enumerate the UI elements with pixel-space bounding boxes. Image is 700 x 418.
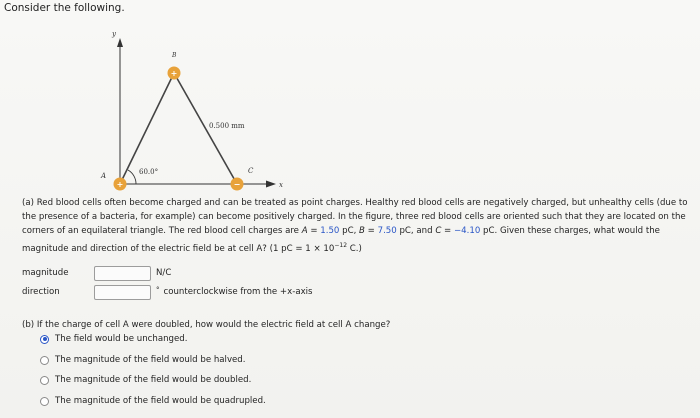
option-label: The magnitude of the field would be doubled.	[55, 375, 252, 385]
option-label: The magnitude of the field would be halved.	[55, 355, 246, 365]
angle-label: 60.0°	[139, 168, 159, 176]
charge-a-unit: pC,	[339, 225, 360, 236]
charge-a-eq: A =	[301, 225, 321, 236]
radio-icon[interactable]	[40, 356, 49, 365]
degree-symbol: °	[156, 286, 160, 294]
x-axis-arrow-icon	[266, 181, 276, 188]
option-doubled[interactable]	[40, 373, 251, 387]
direction-input[interactable]	[94, 285, 151, 300]
option-label: The magnitude of the field would be quadrupled.	[55, 396, 266, 406]
direction-label: direction	[22, 287, 60, 297]
label-a: A	[101, 172, 107, 180]
magnitude-unit: N/C	[156, 268, 172, 278]
option-halved[interactable]	[40, 353, 246, 367]
radio-icon[interactable]	[40, 397, 49, 406]
part-a-body: (a) Red blood cells often become charged and can be treated as point charges. Healthy red blood cells are negatively charged, but unhealthy cells (due to the presence of a bacteria, for example) can become positively charged. In the figure, three red blood cells are oriented such that they are located on the corners of an equilateral triangle. The red blood cell charges are	[22, 198, 688, 236]
charge-c-sign: −	[233, 180, 241, 189]
exponent: −12	[334, 241, 348, 249]
radio-selected-icon[interactable]	[40, 335, 49, 344]
charge-b-value: 7.50	[377, 225, 397, 236]
option-unchanged[interactable]	[40, 332, 187, 346]
charge-c-value: −4.10	[453, 225, 481, 236]
charge-triangle-figure	[92, 28, 292, 200]
charge-b-eq: B =	[359, 225, 378, 236]
angle-arc	[128, 170, 136, 184]
magnitude-row	[22, 265, 171, 281]
charge-a-sign: +	[116, 180, 124, 189]
charge-c-eq: C =	[435, 225, 454, 236]
charge-a-value: 1.50	[320, 225, 340, 236]
radio-icon[interactable]	[40, 376, 49, 385]
x-axis-label: x	[279, 181, 283, 189]
part-a-and: and	[413, 225, 436, 236]
option-label: The field would be unchanged.	[55, 334, 188, 344]
option-quadrupled[interactable]	[40, 394, 266, 408]
charge-b-sign: +	[170, 69, 178, 78]
direction-row	[22, 284, 313, 300]
label-c: C	[248, 167, 254, 175]
part-a-text	[22, 197, 690, 256]
part-a-tail: C.)	[347, 243, 362, 254]
charge-b-unit: pC,	[396, 225, 414, 236]
magnitude-label: magnitude	[22, 268, 69, 278]
label-b: B	[172, 52, 177, 59]
magnitude-input[interactable]	[94, 266, 151, 281]
problem-heading: Consider the following.	[4, 2, 125, 14]
direction-unit: counterclockwise from the +x-axis	[163, 287, 313, 297]
part-b-question: (b) If the charge of cell A were doubled, how would the electric field at cell A change?	[22, 320, 391, 330]
y-axis-arrow-icon	[117, 38, 123, 47]
charge-c-unit: pC. Given these charges, what would the magnitude and direction of the electric field be at cell A? (1 pC = 1 × 10	[22, 225, 660, 254]
side-length-label: 0.500 mm	[209, 122, 245, 130]
y-axis-label: y	[112, 30, 116, 38]
